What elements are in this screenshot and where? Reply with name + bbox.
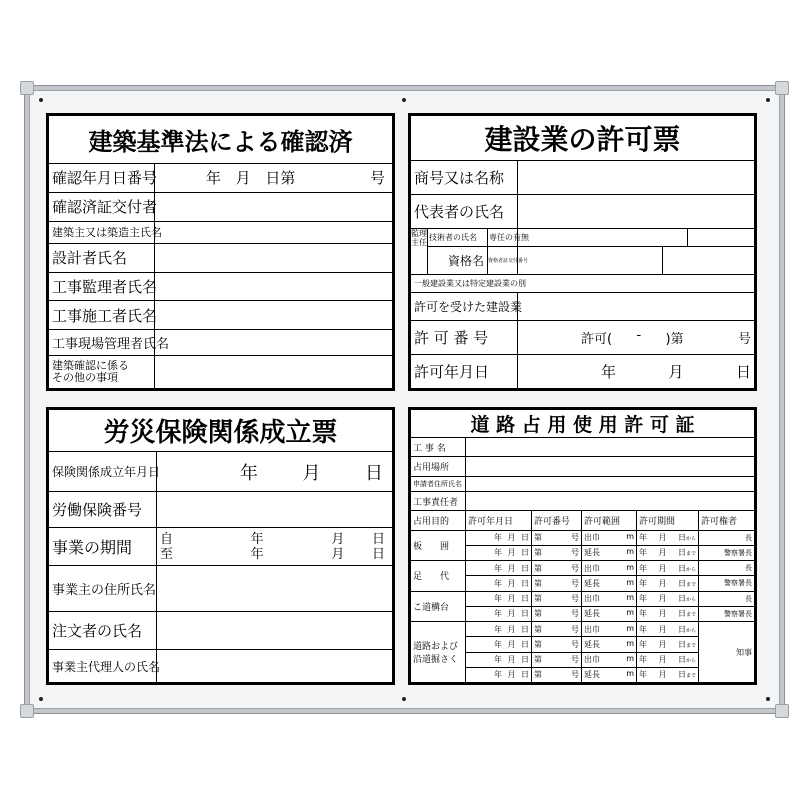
range-cell[interactable]: 延長 m — [582, 545, 637, 560]
screw — [402, 98, 406, 102]
value-field[interactable] — [155, 192, 393, 221]
column-header: 許可番号 — [532, 511, 582, 530]
frame-corner — [775, 81, 789, 95]
date-number-field[interactable] — [155, 164, 393, 193]
column-header: 許可範囲 — [582, 511, 637, 530]
frame-corner — [20, 704, 34, 718]
row-label: 建築主又は築造主氏名 — [49, 221, 155, 243]
date-cell[interactable]: 年 月 日 — [466, 652, 532, 667]
frame-corner — [775, 704, 789, 718]
panel-title: 建築基準法による確認済 — [49, 116, 393, 164]
screw — [39, 98, 43, 102]
date-cell[interactable]: 年 月 日 — [466, 622, 532, 637]
column-header: 許可権者 — [699, 511, 755, 530]
period-cell[interactable]: 年 月 日から — [637, 652, 699, 667]
purpose-label: 道路および 沿道掘さく — [411, 622, 466, 683]
purpose-label: 足 代 — [411, 561, 466, 591]
value-field[interactable] — [155, 243, 393, 272]
value-field[interactable] — [466, 457, 755, 476]
screw — [402, 697, 406, 701]
value-field[interactable] — [466, 491, 755, 510]
period-cell[interactable]: 年 月 日から — [637, 530, 699, 545]
day-label: 日第 — [265, 169, 296, 188]
established-date-field[interactable]: 年 月 日 — [157, 452, 393, 492]
period-cell[interactable]: 年 月 日から — [637, 622, 699, 637]
value-field[interactable] — [157, 650, 393, 683]
value-field[interactable] — [157, 612, 393, 650]
year-label: 年 — [206, 169, 222, 188]
range-cell[interactable]: 延長 m — [582, 606, 637, 621]
date-cell[interactable]: 年 月 日 — [466, 561, 532, 576]
permit-date-field[interactable]: 年 月 日 — [518, 355, 755, 389]
number-cell[interactable]: 第 号 — [532, 530, 582, 545]
date-cell[interactable]: 年 月 日 — [466, 637, 532, 652]
row-label: 保険関係成立年月日 — [49, 452, 157, 492]
column-header: 許可期間 — [637, 511, 699, 530]
value-field[interactable] — [466, 438, 755, 457]
row-label: 資格名 — [428, 247, 488, 275]
row-label: 資格者証交付番号 — [488, 247, 518, 275]
period-cell[interactable]: 年 月 日から — [637, 561, 699, 576]
row-label: 確認年月日番号 — [49, 164, 155, 193]
number-cell[interactable]: 第 号 — [532, 667, 582, 682]
permit-number-field[interactable]: 許可( - )第 号 — [518, 321, 755, 355]
value-field[interactable] — [157, 492, 393, 528]
date-cell[interactable]: 年 月 日 — [466, 545, 532, 560]
panel-title: 道 路 占 用 使 用 許 可 証 — [411, 410, 755, 438]
row-label: 技術者の氏名 — [428, 228, 488, 246]
number-label: 号 — [369, 169, 385, 188]
period-cell[interactable]: 年 月 日まで — [637, 667, 699, 682]
column-header: 占用目的 — [411, 511, 466, 530]
value-field[interactable] — [518, 161, 755, 195]
board-frame — [25, 86, 784, 713]
row-label: 一般建設業又は特定建設業の別 — [411, 274, 755, 292]
panel-title: 建設業の許可票 — [411, 116, 755, 161]
column-header: 許可年月日 — [466, 511, 532, 530]
workers-comp-panel — [46, 407, 395, 685]
row-label: 確認済証交付者 — [49, 192, 155, 221]
business-period-field[interactable]: 自 年 月 日 至 年 月 日 — [157, 528, 393, 566]
permit-row — [411, 622, 755, 637]
value-field[interactable] — [466, 476, 755, 491]
row-label: 工事責任者 — [411, 491, 466, 510]
value-field[interactable] — [155, 221, 393, 243]
range-cell[interactable]: 延長 m — [582, 637, 637, 652]
value-field[interactable] — [157, 566, 393, 612]
number-cell[interactable]: 第 号 — [532, 622, 582, 637]
number-cell[interactable]: 第 号 — [532, 652, 582, 667]
period-cell[interactable]: 年 月 日まで — [637, 576, 699, 591]
row-label: 工事監理者氏名 — [49, 272, 155, 301]
authority-cell[interactable]: 長 — [699, 530, 755, 545]
date-cell[interactable]: 年 月 日 — [466, 591, 532, 606]
row-label: 許可年月日 — [411, 355, 518, 389]
screw — [766, 98, 770, 102]
row-label: 商号又は名称 — [411, 161, 518, 195]
period-cell[interactable]: 年 月 日まで — [637, 606, 699, 621]
date-cell[interactable]: 年 月 日 — [466, 530, 532, 545]
supervisor-label: 監理 主任 — [411, 228, 428, 274]
number-cell[interactable]: 第 号 — [532, 591, 582, 606]
value-field[interactable] — [518, 293, 755, 321]
screw — [39, 697, 43, 701]
range-cell[interactable]: 出巾 m — [582, 622, 637, 637]
number-cell[interactable]: 第 号 — [532, 637, 582, 652]
panel-title: 労災保険関係成立票 — [49, 410, 393, 452]
month-label: 月 — [235, 169, 251, 188]
construction-permit-panel — [408, 113, 757, 391]
building-confirmation-panel — [46, 113, 395, 391]
row-label: 専任の有無 — [488, 228, 518, 246]
row-label: 事業主代理人の氏名 — [49, 650, 157, 683]
range-cell[interactable]: 出巾 m — [582, 652, 637, 667]
number-cell[interactable]: 第 号 — [532, 606, 582, 621]
frame-corner — [20, 81, 34, 95]
row-label: 工事現場管理者氏名 — [49, 330, 155, 356]
row-label: 注文者の氏名 — [49, 612, 157, 650]
date-cell[interactable]: 年 月 日 — [466, 667, 532, 682]
range-cell[interactable]: 出巾 m — [582, 530, 637, 545]
range-cell[interactable]: 出巾 m — [582, 591, 637, 606]
value-field[interactable] — [518, 194, 755, 228]
road-occupancy-panel — [408, 407, 757, 685]
row-label: 事業主の住所氏名 — [49, 566, 157, 612]
row-label: 工事施工者氏名 — [49, 301, 155, 330]
range-cell[interactable]: 延長 m — [582, 667, 637, 682]
value-field[interactable] — [155, 356, 393, 389]
purpose-label: こ道構台 — [411, 591, 466, 621]
row-label: 工 事 名 — [411, 438, 466, 457]
date-cell[interactable]: 年 月 日 — [466, 606, 532, 621]
period-cell[interactable]: 年 月 日まで — [637, 545, 699, 560]
permit-row — [411, 561, 755, 576]
range-cell[interactable]: 出巾 m — [582, 561, 637, 576]
row-label: 代表者の氏名 — [411, 194, 518, 228]
period-cell[interactable]: 年 月 日から — [637, 591, 699, 606]
number-cell[interactable]: 第 号 — [532, 545, 582, 560]
row-label: 占用場所 — [411, 457, 466, 476]
authority-cell[interactable]: 警察署長 — [699, 576, 755, 591]
value-field[interactable] — [155, 301, 393, 330]
row-label: 建築確認に係る その他の事項 — [49, 356, 155, 389]
value-field[interactable] — [518, 247, 755, 275]
row-label: 労働保険番号 — [49, 492, 157, 528]
row-label: 事業の期間 — [49, 528, 157, 566]
row-label: 許可を受けた建設業 — [411, 293, 518, 321]
row-label: 許 可 番 号 — [411, 321, 518, 355]
authority-cell[interactable]: 長 — [699, 591, 755, 606]
value-field[interactable] — [155, 330, 393, 356]
range-cell[interactable]: 延長 m — [582, 576, 637, 591]
number-cell[interactable]: 第 号 — [532, 561, 582, 576]
purpose-label: 板 囲 — [411, 530, 466, 560]
authority-cell[interactable]: 長 — [699, 561, 755, 576]
screw — [766, 697, 770, 701]
row-label: 申請者住所氏名 — [411, 476, 466, 491]
period-cell[interactable]: 年 月 日まで — [637, 637, 699, 652]
permit-row — [411, 530, 755, 545]
authority-cell[interactable]: 知事 — [699, 622, 755, 683]
permit-row — [411, 591, 755, 606]
authority-cell[interactable]: 警察署長 — [699, 606, 755, 621]
value-field[interactable] — [155, 272, 393, 301]
row-label: 設計者氏名 — [49, 243, 155, 272]
value-field[interactable] — [518, 228, 755, 246]
number-cell[interactable]: 第 号 — [532, 576, 582, 591]
date-cell[interactable]: 年 月 日 — [466, 576, 532, 591]
authority-cell[interactable]: 警察署長 — [699, 545, 755, 560]
